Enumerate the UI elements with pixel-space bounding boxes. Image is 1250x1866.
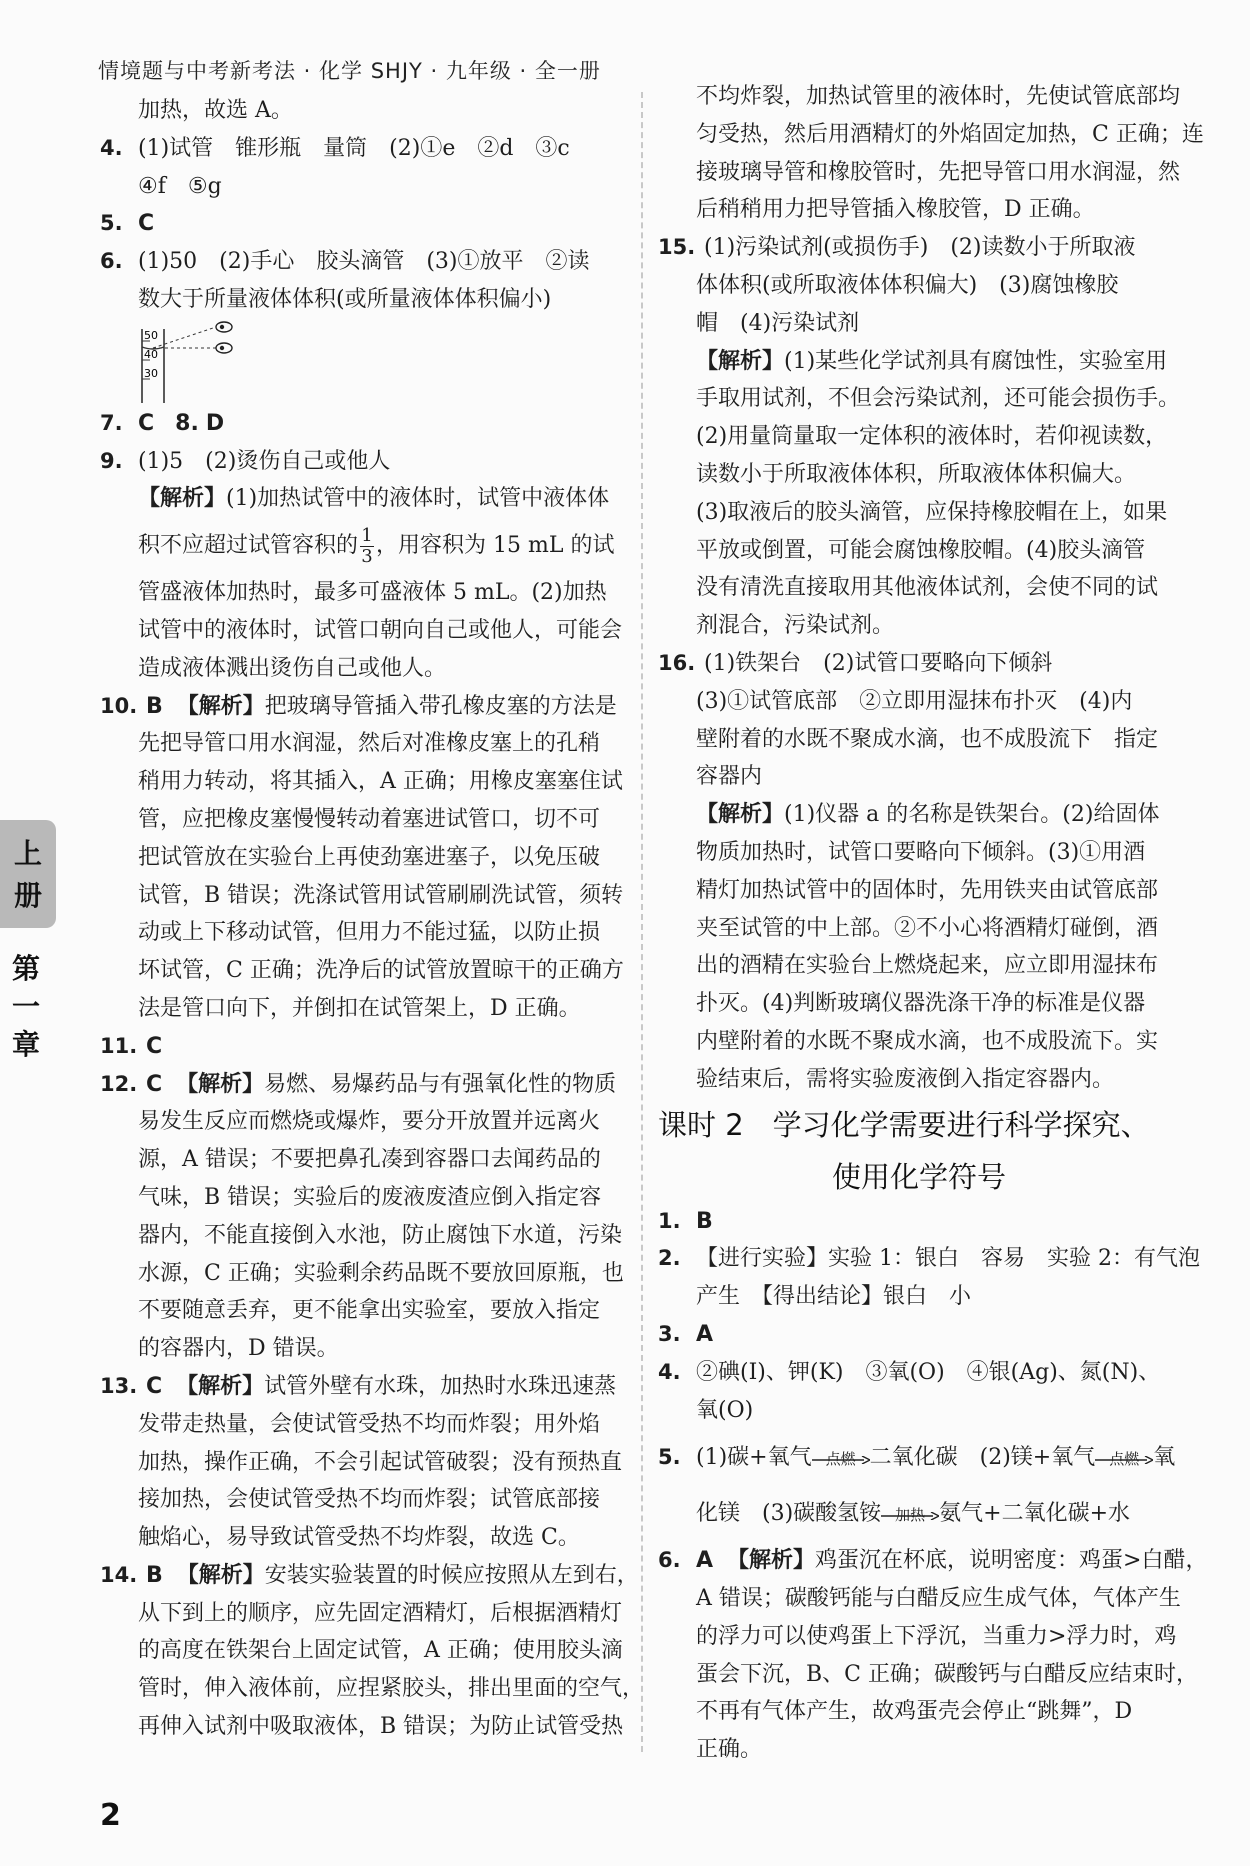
answer-line: 产生 【得出结论】银白 小 [696,1284,972,1310]
analysis-line: 从下到上的顺序，应先固定酒精灯，后根据酒精灯 [138,1600,623,1626]
analysis-line: A 错误；碳酸钙能与白醋反应生成气体，气体产生 [696,1586,1181,1612]
analysis-text: 鸡蛋沉在杯底，说明密度：鸡蛋>白醋， [815,1548,1208,1574]
analysis-tag: 【解析】 [727,1547,816,1574]
tick-label: 30 [144,366,158,380]
answer-choice: B [146,1562,163,1588]
analysis-line: 精灯加热试管中的固体时，先用铁夹由试管底部 [696,877,1159,903]
analysis-line: 管时，伸入液体前，应捏紧胶头，排出里面的空气， [138,1676,645,1702]
analysis-line [100,480,628,518]
analysis-text: 安装实验装置的时候应按照从左到右， [264,1562,639,1588]
analysis-tag: 【解析】 [696,347,785,374]
answer-s6 [658,1542,1208,1580]
answer-text: 【进行实验】实验 1：银白 容易 实验 2：有气泡 [696,1246,1200,1272]
answer-9 [100,443,628,481]
question-number: 1. [658,1208,681,1233]
question-number: 4. [100,135,123,160]
question-number: 15. [658,235,696,260]
answer-text: (1)铁架台 (2)试管口要略向下倾斜 [704,650,1053,676]
analysis-text: 试管外壁有水珠，加热时水珠迅速蒸 [264,1373,617,1399]
analysis-line: 法是管口向下，并倒扣在试管架上，D 正确。 [138,995,581,1021]
analysis-line: 内壁附着的水既不聚成水滴，也不成股流下。实 [696,1028,1159,1054]
chapter-label [12,950,48,1064]
analysis-line [100,518,628,574]
volume-tab-char-1: 上 [14,837,43,870]
fraction [360,526,374,567]
analysis-text: 把玻璃导管插入带孔橡皮塞的方法是 [264,693,617,719]
answer-line: (3)①试管底部 ②立即用湿抹布扑灭 (4)内 [696,688,1133,714]
analysis-line: 坏试管，C 正确；洗净后的试管放置晾干的正确方 [138,958,624,984]
question-number: 5. [100,211,123,236]
tick-label: 50 [144,328,158,342]
analysis-line: 没有清洗直接取用其他液体试剂，会使不同的试 [696,575,1159,601]
analysis-text: (1)加热试管中的液体时，试管中液体体 [226,486,610,512]
analysis-line: 不要随意丢弃，更不能拿出实验室，要放入指定 [138,1298,601,1324]
analysis-line: 气味，B 错误；实验后的废液废渣应倒入指定容 [138,1184,602,1210]
analysis-line: (3)取液后的胶头滴管，应保持橡胶帽在上，如果 [696,499,1168,525]
reaction-arrow [812,1447,870,1469]
answer-7-8 [100,405,628,443]
question-number: 10. [100,693,138,718]
analysis-line: 触焰心，易导致试管受热不均炸裂，故选 C。 [138,1525,580,1551]
answer-choice: D [205,410,225,436]
analysis-line: (2)用量筒量取一定体积的液体时，若仰视读数， [696,424,1168,450]
answer-line: 氧(O) [696,1397,754,1423]
cylinder-reading-figure [100,319,628,405]
answer-line: 容器内 [696,764,763,790]
section-title: 使用化学符号 [831,1159,1006,1194]
question-number: 8. [175,410,199,436]
analysis-line: 接玻璃导管和橡胶管时，先把导管口用水润湿，然 [696,159,1181,185]
answer-line: 数大于所量液体体积(或所量液体体积偏小) [138,286,552,312]
analysis-tag: 【解析】 [176,1372,265,1399]
question-number: 7. [100,410,123,435]
answer-4 [100,130,628,168]
question-number: 14. [100,1562,138,1587]
answer-10 [100,688,628,726]
analysis-tag: 【解析】 [138,485,227,512]
analysis-line: 水源，C 正确；实验剩余药品既不要放回原瓶，也 [138,1260,624,1286]
analysis-text: (1)仪器 a 的名称是铁架台。(2)给固体 [784,802,1160,828]
analysis-line: 把试管放在实验台上再使劲塞进塞子，以免压破 [138,844,601,870]
analysis-text: 易燃、易爆药品与有强氧化性的物质 [264,1071,617,1097]
chapter-char: 一 [12,990,41,1023]
equation-text: (1)碳+氧气 [696,1445,812,1471]
right-column [658,78,1208,1769]
question-number: 3. [658,1321,681,1346]
question-number: 9. [100,448,123,473]
question-number: 6. [100,249,123,274]
fraction-numerator: 1 [361,524,373,546]
question-number: 16. [658,650,696,675]
analysis-line: 管盛液体加热时，最多可盛液体 5 mL。(2)加热 [138,580,607,606]
analysis-line: 造成液体溅出烫伤自己或他人。 [138,655,447,681]
analysis-line: 加热，操作正确，不会引起试管破裂；没有预热直 [138,1449,623,1475]
analysis-line: 后稍稍用力把导管插入橡胶管，D 正确。 [696,197,1095,223]
analysis-line: 物质加热时，试管口要略向下倾斜。(3)①用酒 [696,839,1146,865]
analysis-line: 易发生反应而燃烧或爆炸，要分开放置并远离火 [138,1109,601,1135]
equation-text: 氨气+二氧化碳+水 [939,1501,1131,1527]
analysis-line: 剂混合，污染试剂。 [696,613,895,639]
reaction-arrow [881,1503,939,1525]
answer-choice: C [146,1071,163,1097]
analysis-line: 发带走热量，会使试管受热不均而炸裂；用外焰 [138,1411,601,1437]
analysis-tag: 【解析】 [176,1561,265,1588]
analysis-line: 先把导管口用水润湿，然后对准橡皮塞上的孔稍 [138,731,601,757]
question-number: 12. [100,1071,138,1096]
analysis-line: 器内，不能直接倒入水池，防止腐蚀下水道，污染 [138,1222,623,1248]
answer-choice: B [696,1208,713,1234]
answer-13 [100,1368,628,1406]
eye-icon [216,322,232,332]
reaction-condition: 加热 [895,1506,926,1525]
fraction-denominator: 3 [361,545,373,567]
chapter-char: 第 [12,952,41,985]
left-column [100,92,645,1746]
answer-s3 [658,1316,1180,1354]
analysis-line: 夹至试管的中上部。②不小心将酒精灯碰倒，酒 [696,915,1159,941]
analysis-line: 匀受热，然后用酒精灯的外焰固定加热，C 正确；连 [696,121,1204,147]
analysis-tag: 【解析】 [176,1070,265,1097]
answer-text: (1)5 (2)烫伤自己或他人 [138,448,391,474]
section-title: 课时 2 学习化学需要进行科学探究、 [658,1107,1150,1142]
answer-15 [658,229,1180,267]
analysis-tag: 【解析】 [176,692,265,719]
answer-line: 体体积(或所取液体体积偏大) (3)腐蚀橡胶 [696,272,1119,298]
answer-choice: C [138,211,155,237]
analysis-line: 平放或倒置，可能会腐蚀橡胶帽。(4)胶头滴管 [696,537,1146,563]
question-number: 11. [100,1033,138,1058]
answer-16 [658,645,1180,683]
analysis-line: 不再有气体产生，故鸡蛋壳会停止“跳舞”，D [696,1699,1133,1725]
answer-12 [100,1066,628,1104]
question-number: 5. [658,1445,681,1470]
analysis-line: 手取用试剂，不但会污染试剂，还可能会损伤手。 [696,386,1181,412]
analysis-line [658,796,1180,834]
equation-text: 化镁 (3)碳酸氢铵 [696,1501,882,1527]
answer-text: (1)试管 锥形瓶 量筒 (2)①e ②d ③c [138,135,570,161]
equation-text: 氧 [1153,1445,1176,1471]
page-number: 2 [100,1798,121,1833]
volume-tab [0,820,56,928]
answer-text: ②碘(I)、钾(K) ③氧(O) ④银(Ag)、氮(N)、 [696,1359,1161,1385]
answer-14 [100,1557,639,1595]
running-header: 情境题与中考新考法 · 化学 SHJY · 九年级 · 全一册 [98,59,601,83]
answer-choice: A [696,1548,714,1574]
analysis-line: 读数小于所取液体体积，所取液体体积偏大。 [696,461,1137,487]
analysis-line: 的容器内，D 错误。 [138,1336,339,1362]
answer-s2 [658,1240,1200,1278]
equation-text: 二氧化碳 (2)镁+氧气 [869,1445,1096,1471]
analysis-line: 的高度在铁架台上固定试管，A 正确；使用胶头滴 [138,1638,623,1664]
analysis-line: 蛋会下沉，B、C 正确；碳酸钙与白醋反应结束时， [696,1661,1198,1687]
analysis-line: 稍用力转动，将其插入，A 正确；用橡皮塞塞住试 [138,769,623,795]
answer-line: 加热，故选 A。 [138,98,293,123]
analysis-line: 不均炸裂，加热试管里的液体时，先使试管底部均 [696,84,1181,109]
analysis-line [658,343,1180,381]
answer-choice: B [146,693,163,719]
answer-line: ④f ⑤g [138,173,222,199]
analysis-line: 源，A 错误；不要把鼻孔凑到容器口去闻药品的 [138,1147,601,1173]
analysis-tag: 【解析】 [696,801,785,828]
answer-choice: C [146,1033,163,1059]
analysis-line: 动或上下移动试管，但用力不能过猛，以防止损 [138,920,601,946]
analysis-line: 正确。 [696,1737,763,1763]
tick-label: 40 [144,347,158,361]
answer-6 [100,243,628,281]
answer-text: (1)50 (2)手心 胶头滴管 (3)①放平 ②读 [138,249,590,275]
answer-11 [100,1028,628,1066]
analysis-line: 接加热，会使试管受热不均而炸裂；试管底部接 [138,1487,601,1513]
answer-choice: A [696,1321,714,1347]
question-number: 6. [658,1548,681,1573]
analysis-line: 再伸入试剂中吸取液体，B 错误；为防止试管受热 [138,1714,624,1740]
analysis-text: ，用容积为 15 mL 的试 [376,533,615,559]
answer-choice: C [146,1373,163,1399]
analysis-line: 扑灭。(4)判断玻璃仪器洗涤干净的标准是仪器 [696,991,1146,1017]
analysis-line: 的浮力可以使鸡蛋上下浮沉，当重力>浮力时，鸡 [696,1623,1177,1649]
reaction-arrow [1095,1447,1153,1469]
answer-line: 帽 (4)污染试剂 [696,310,860,336]
reaction-condition: 点燃 [1109,1450,1140,1469]
question-number: 4. [658,1359,681,1384]
analysis-line: 试管中的液体时，试管口朝向自己或他人，可能会 [138,617,623,643]
answer-5 [100,205,628,243]
answer-line [658,1486,1180,1542]
eye-icon [216,343,232,353]
chapter-char: 章 [12,1028,41,1061]
volume-tab-char-2: 册 [14,879,43,912]
answer-text: (1)污染试剂(或损伤手) (2)读数小于所取液 [704,235,1136,261]
answer-s4 [658,1354,1180,1392]
analysis-text: 积不应超过试管容积的 [138,533,359,559]
analysis-line: 出的酒精在实验台上燃烧起来，应立即用湿抹布 [696,953,1159,979]
reaction-condition: 点燃 [825,1450,856,1469]
answer-line: 壁附着的水既不聚成水滴，也不成股流下 指定 [696,726,1159,752]
analysis-line: 管，应把橡皮塞慢慢转动着塞进试管口，切不可 [138,806,601,832]
column-divider [641,92,643,1752]
question-number: 2. [658,1246,681,1271]
analysis-line: 试管，B 错误；洗涤试管用试管刷刷洗试管，须转 [138,882,624,908]
question-number: 13. [100,1373,138,1398]
answer-choice: C [138,410,155,436]
answer-s5 [658,1429,1180,1486]
analysis-text: (1)某些化学试剂具有腐蚀性，实验室用 [784,348,1168,374]
answer-s1 [658,1203,1180,1241]
analysis-line: 验结束后，需将实验废液倒入指定容器内。 [696,1066,1115,1092]
